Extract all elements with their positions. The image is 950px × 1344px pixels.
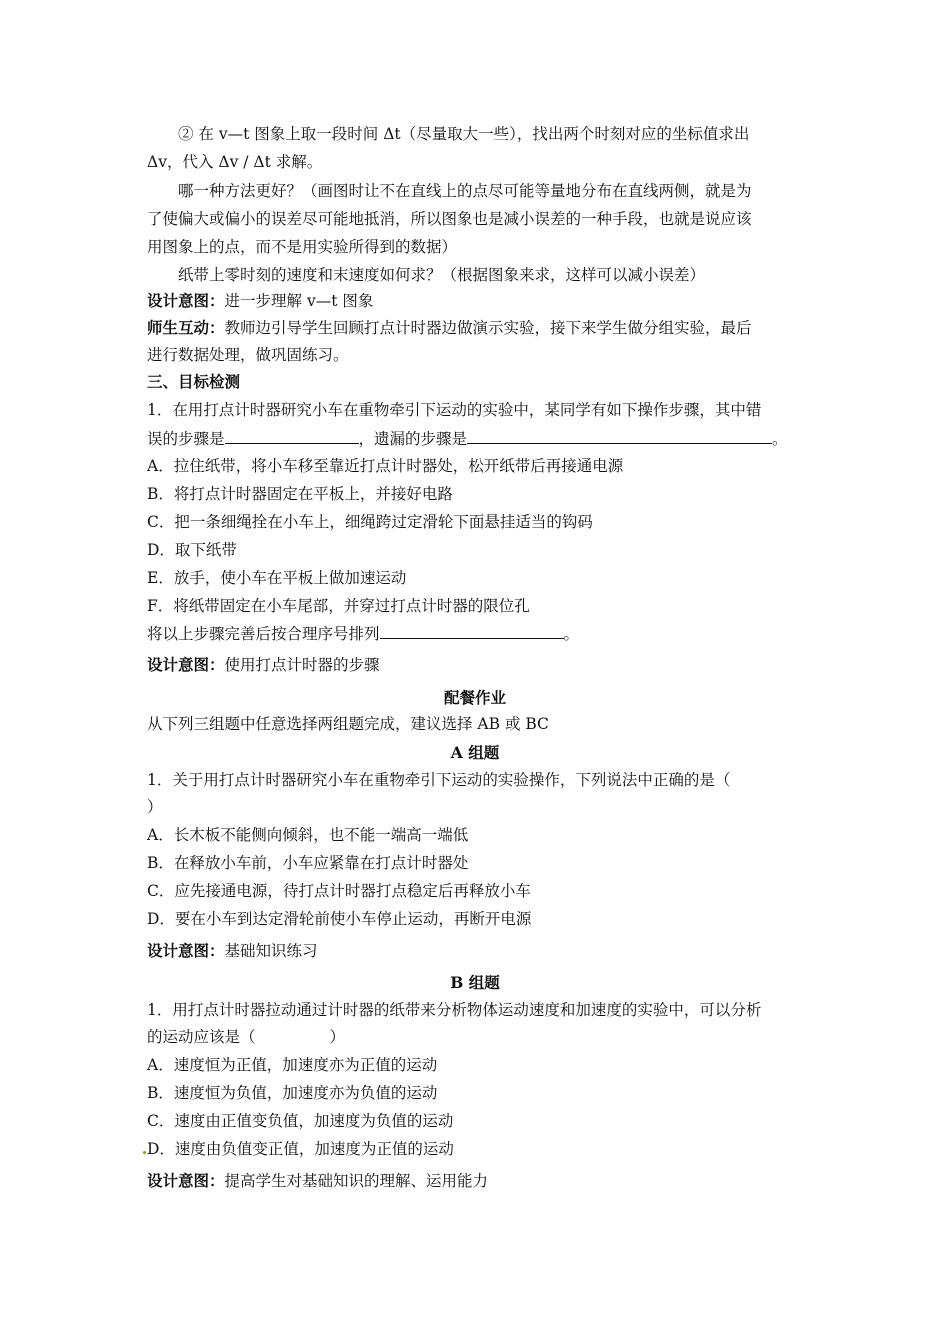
answer-blank-order[interactable] — [380, 623, 564, 639]
group-b-title: B 组题 — [450, 973, 500, 992]
intro-line: ② 在 v—t 图象上取一段时间 Δt（尽量取大一些），找出两个时刻对应的坐标值求出 — [178, 125, 750, 143]
design-intent-label: 设计意图： — [147, 1171, 225, 1190]
intro-line: 哪一种方法更好？（画图时让不在直线上的点尽可能等量地分布在直线两侧，就是为 — [178, 182, 752, 200]
group-b-question-cont: 的运动应该是（ ） — [147, 1028, 346, 1046]
question-1-line: 1．在用打点计时器研究小车在重物牵引下运动的实验中，某同学有如下操作步骤，其中错 — [147, 401, 762, 419]
option-item: B．在释放小车前，小车应紧靠在打点计时器处 — [147, 854, 469, 872]
design-intent-1 — [147, 291, 373, 311]
answer-blank-wrong-steps[interactable] — [225, 428, 359, 444]
homework-intro: 从下列三组题中任意选择两组题完成，建议选择 AB 或 BC — [147, 715, 549, 733]
teacher-student-interaction — [147, 318, 752, 338]
group-a-title: A 组题 — [450, 743, 500, 762]
option-item: D．速度由负值变正值，加速度为正值的运动 — [147, 1140, 454, 1158]
group-b-question: 1．用打点计时器拉动通过计时器的纸带来分析物体运动速度和加速度的实验中，可以分析 — [147, 1001, 762, 1019]
question-1-blanks: 误的步骤是 ，遗漏的步骤是 。 — [147, 430, 788, 448]
intro-line: Δv，代入 Δv / Δt 求解。 — [147, 153, 323, 171]
option-item: A．拉住纸带，将小车移至靠近打点计时器处，松开纸带后再接通电源 — [147, 457, 624, 475]
homework-title: 配餐作业 — [443, 688, 506, 707]
design-intent-2 — [147, 655, 380, 675]
intro-line: 用图象上的点，而不是用实验所得到的数据） — [147, 238, 458, 256]
design-intent-label: 设计意图： — [147, 655, 225, 674]
option-item: A．速度恒为正值，加速度亦为正值的运动 — [147, 1056, 438, 1074]
option-item: A．长木板不能侧向倾斜，也不能一端高一端低 — [147, 826, 469, 844]
interaction-text: 教师边引导学生回顾打点计时器边做演示实验，接下来学生做分组实验，最后 — [224, 319, 752, 337]
design-intent-3 — [147, 941, 318, 961]
design-intent-text: 提高学生对基础知识的理解、运用能力 — [224, 1172, 489, 1190]
option-item: B．将打点计时器固定在平板上，并接好电路 — [147, 485, 453, 503]
group-a-question-cont: ） — [147, 798, 163, 816]
design-intent-label: 设计意图： — [147, 291, 225, 310]
interaction-text-cont: 进行数据处理，做巩固练习。 — [147, 346, 349, 364]
group-a-question: 1．关于用打点计时器研究小车在重物牵引下运动的实验操作，下列说法中正确的是（ — [147, 771, 731, 789]
design-intent-text: 使用打点计时器的步骤 — [224, 656, 380, 674]
option-item: C．速度由正值变负值，加速度为负值的运动 — [147, 1112, 454, 1130]
option-item: F．将纸带固定在小车尾部，并穿过打点计时器的限位孔 — [147, 597, 530, 615]
option-item: C．把一条细绳拴在小车上，细绳跨过定滑轮下面悬挂适当的钩码 — [147, 513, 593, 531]
intro-line: 了使偏大或偏小的误差尽可能地抵消，所以图象也是减小误差的一种手段，也就是说应该 — [147, 210, 752, 228]
section-heading: 三、目标检测 — [147, 372, 241, 391]
design-intent-4 — [147, 1171, 488, 1191]
stray-mark — [143, 1151, 146, 1154]
option-item: C．应先接通电源，待打点计时器打点稳定后再释放小车 — [147, 882, 531, 900]
design-intent-text: 进一步理解 v—t 图象 — [224, 292, 374, 310]
intro-line: 纸带上零时刻的速度和末速度如何求？（根据图象来求，这样可以减小误差） — [178, 266, 706, 284]
design-intent-label: 设计意图： — [147, 941, 225, 960]
design-intent-text: 基础知识练习 — [224, 942, 318, 960]
option-item: E．放手，使小车在平板上做加速运动 — [147, 569, 407, 587]
interaction-label: 师生互动： — [147, 318, 225, 337]
option-item: D．取下纸带 — [147, 541, 237, 559]
option-item: B．速度恒为负值，加速度亦为负值的运动 — [147, 1084, 438, 1102]
option-item: D．要在小车到达定滑轮前使小车停止运动，再断开电源 — [147, 910, 532, 928]
order-line: 将以上步骤完善后按合理序号排列 。 — [147, 625, 580, 643]
answer-blank-missing-steps[interactable] — [467, 428, 772, 444]
